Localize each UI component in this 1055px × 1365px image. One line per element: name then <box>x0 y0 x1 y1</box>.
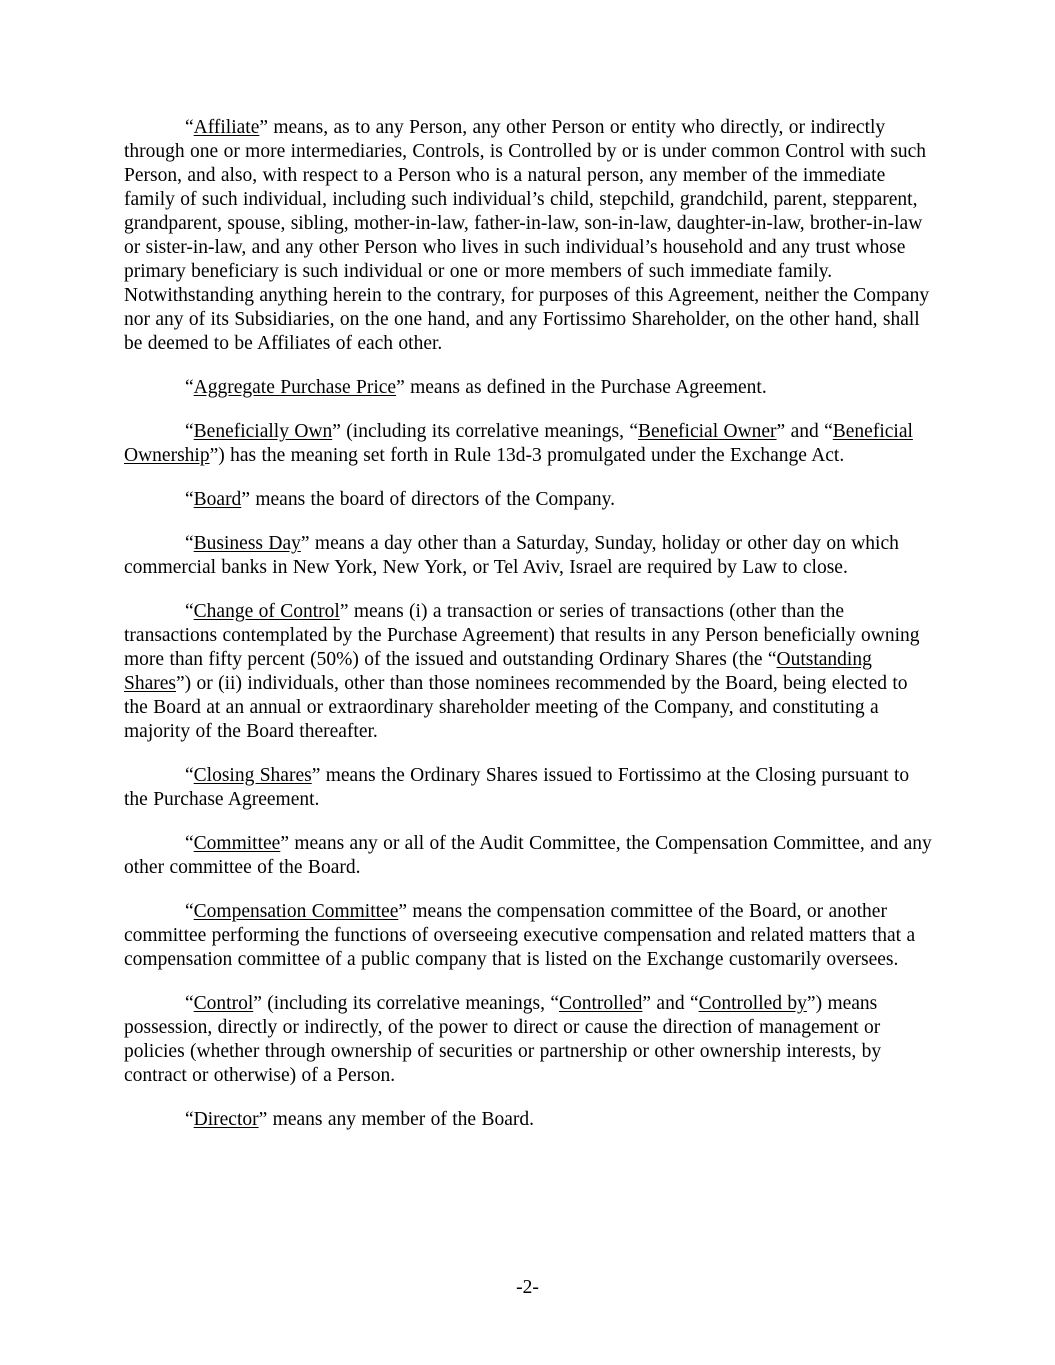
paragraph <box>124 532 936 580</box>
text-run: ”) means possession, directly or indirectly, of the power to direct or cause the direction of management or policies (whether through ownership of securities or partnership or other ownership interests, by contract or otherwise) of a Person. <box>124 993 882 1086</box>
text-run: ”) has the meaning set forth in Rule 13d-3 promulgated under the Exchange Act. <box>209 445 845 466</box>
text-run: ”) or (ii) individuals, other than those nominees recommended by the Board, being elected to the Board at an annual or extraordinary shareholder meeting of the Company, and constituting a majority of the Board thereafter. <box>124 673 908 742</box>
text-run: ” means as defined in the Purchase Agreement. <box>396 377 767 398</box>
text-run: “ <box>185 901 194 922</box>
text-run: ” (including its correlative meanings, “ <box>253 993 559 1014</box>
text-run: “ <box>185 377 194 398</box>
text-run: ” and “ <box>642 993 699 1014</box>
defined-term: Committee <box>193 833 281 854</box>
paragraph <box>124 1108 936 1132</box>
defined-term: Affiliate <box>193 117 260 138</box>
paragraph <box>124 376 936 400</box>
defined-term: Compensation Committee <box>193 901 399 922</box>
text-run: ” and “ <box>776 421 833 442</box>
text-run: ” means (i) a transaction or series of transactions (other than the transactions contemplated by the Purchase Agreement) that results in any Person beneficially owning more than fifty percent (50%) of the issued and outstanding Ordinary Shares (the “ <box>124 601 920 670</box>
text-run: ” means the Ordinary Shares issued to Fortissimo at the Closing pursuant to the Purchase Agreement. <box>124 765 910 810</box>
paragraph <box>124 488 936 512</box>
paragraph <box>124 600 936 744</box>
paragraph <box>124 900 936 972</box>
defined-term: Closing Shares <box>193 765 312 786</box>
defined-term: Controlled <box>558 993 643 1014</box>
document-body <box>124 116 936 1132</box>
text-run: “ <box>185 117 194 138</box>
paragraph <box>124 116 936 356</box>
paragraph <box>124 832 936 880</box>
text-run: “ <box>185 533 194 554</box>
text-run: “ <box>185 765 194 786</box>
text-run: “ <box>185 489 194 510</box>
page-number: -2- <box>516 1277 539 1298</box>
defined-term: Beneficially Own <box>193 421 333 442</box>
text-run: “ <box>185 833 194 854</box>
paragraph <box>124 992 936 1088</box>
text-run: ” means any or all of the Audit Committee, the Compensation Committee, and any other committee of the Board. <box>124 833 932 878</box>
text-run: “ <box>185 1109 194 1130</box>
defined-term: Controlled by <box>698 993 807 1014</box>
defined-term: Beneficial Owner <box>637 421 777 442</box>
text-run: “ <box>185 421 194 442</box>
paragraph <box>124 764 936 812</box>
text-run: ” means, as to any Person, any other Person or entity who directly, or indirectly through one or more intermediaries, Controls, is Controlled by or is under common Control with such Person, and also, with respect to a Person who is a natural person, any member of the immediate family of such individual, including such individual’s child, stepchild, grandchild, parent, stepparent, grandparent, spouse, sibling, mother-in-law, father-in-law, son-in-law, daughter-in-law, brother-in-law or sister-in-law, and any other Person who lives in such individual’s household and any trust whose primary beneficiary is such individual or one or more members of such immediate family. Notwithstanding anything herein to the contrary, for purposes of this Agreement, neither the Company nor any of its Subsidiaries, on the one hand, and any Fortissimo Shareholder, on the other hand, shall be deemed to be Affiliates of each other. <box>124 117 930 354</box>
text-run: ” (including its correlative meanings, “ <box>332 421 638 442</box>
defined-term: Control <box>193 993 254 1014</box>
text-run: ” means the board of directors of the Company. <box>241 489 615 510</box>
defined-term: Director <box>193 1109 259 1130</box>
defined-term: Change of Control <box>193 601 340 622</box>
defined-term: Aggregate Purchase Price <box>193 377 397 398</box>
text-run: ” means any member of the Board. <box>258 1109 534 1130</box>
text-run: ” means the compensation committee of the Board, or another committee performing the functions of overseeing executive compensation and related matters that a compensation committee of a public company that is listed on the Exchange customarily oversees. <box>124 901 916 970</box>
defined-term: Board <box>193 489 242 510</box>
paragraph <box>124 420 936 468</box>
text-run: ” means a day other than a Saturday, Sunday, holiday or other day on which commercial banks in New York, New York, or Tel Aviv, Israel are required by Law to close. <box>124 533 899 578</box>
text-run: “ <box>185 993 194 1014</box>
defined-term: Business Day <box>193 533 301 554</box>
defined-term: Outstanding Shares <box>124 649 872 694</box>
defined-term: Beneficial Ownership <box>124 421 913 466</box>
text-run: “ <box>185 601 194 622</box>
